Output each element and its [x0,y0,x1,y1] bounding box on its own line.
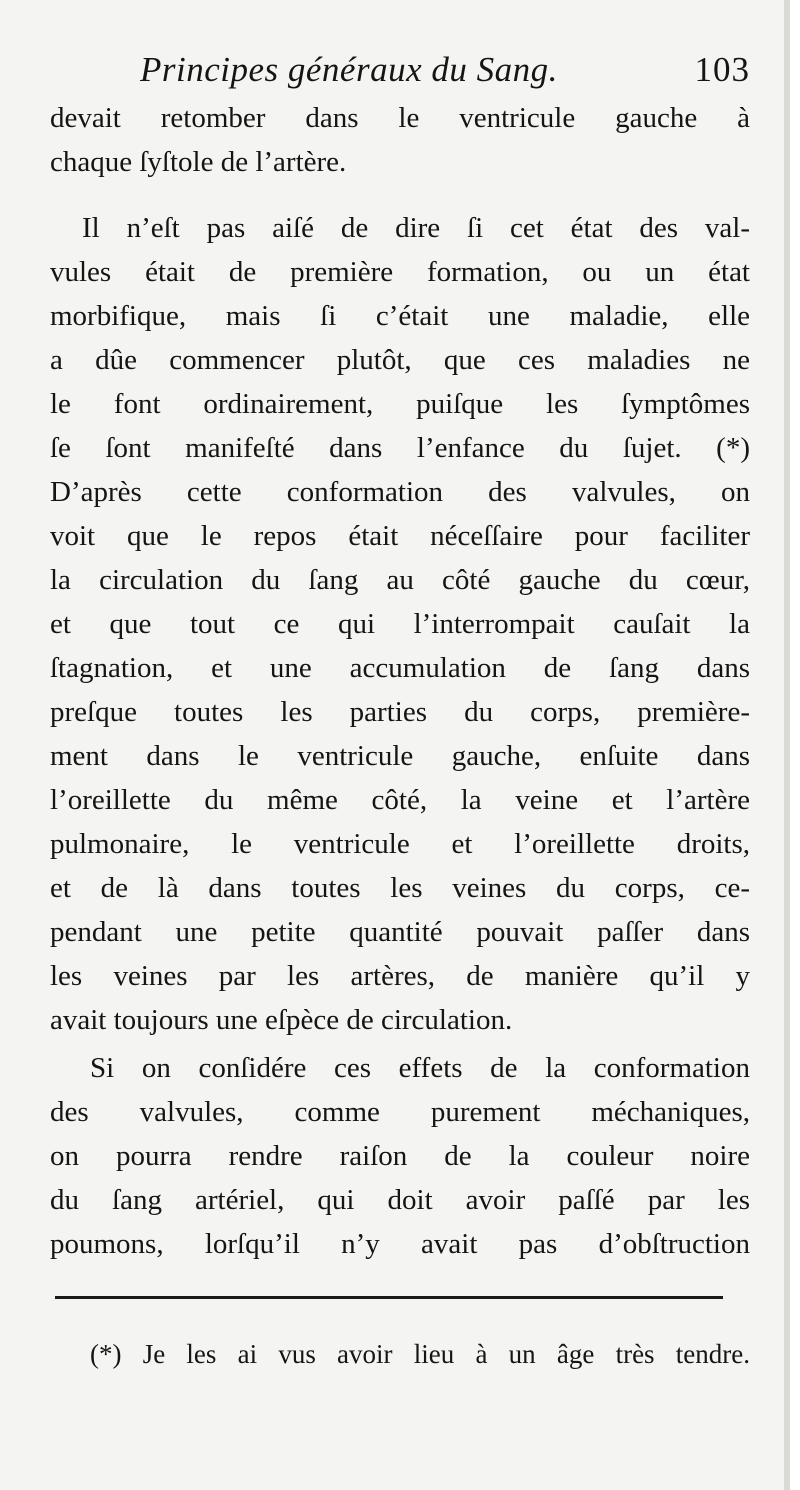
text-line: et de là dans toutes les veines du corps, ce- [50,872,750,904]
page-number: 103 [694,50,750,89]
text-line: les veines par les artères, de manière qu’il y [50,960,750,992]
text-line: l’oreillette du même côté, la veine et l’artère [50,784,750,816]
text-line: pendant une petite quantité pouvait paſſer dans [50,916,750,948]
text-line: Il n’eſt pas aiſé de dire ſi cet état des val- [82,212,750,244]
text-line: des valvules, comme purement méchaniques, [50,1096,750,1128]
text-line: vules était de première formation, ou un état [50,256,750,288]
text-line: Si on conſidére ces effets de la conformation [90,1052,750,1084]
text-line: ſtagnation, et une accumulation de ſang dans [50,652,750,684]
text-line: D’après cette conformation des valvules, on [50,476,750,508]
text-line: avait toujours une eſpèce de circulation. [50,1004,513,1036]
text-line: devait retomber dans le ventricule gauche à [50,102,750,134]
text-line: on pourra rendre raiſon de la couleur noire [50,1140,750,1172]
text-line: poumons, lorſqu’il n’y avait pas d’obſtruction [50,1228,750,1260]
text-line: morbifique, mais ſi c’était une maladie, elle [50,300,750,332]
text-line: la circulation du ſang au côté gauche du cœur, [50,564,750,596]
running-header [140,40,750,100]
text-line: a dûe commencer plutôt, que ces maladies ne [50,344,750,376]
text-line: chaque ſyſtole de l’artère. [50,146,347,178]
text-line: preſque toutes les parties du corps, première- [50,696,750,728]
text-line: voit que le repos était néceſſaire pour faciliter [50,520,750,552]
text-line: ment dans le ventricule gauche, enſuite dans [50,740,750,772]
text-line: pulmonaire, le ventricule et l’oreillette droits, [50,828,750,860]
text-line: du ſang artériel, qui doit avoir paſſé par les [50,1184,750,1216]
text-line: et que tout ce qui l’interrompait cauſait la [50,608,750,640]
footnote-rule [55,1296,723,1299]
running-title: Principes généraux du Sang. [140,50,558,89]
text-line: ſe ſont manifeſté dans l’enfance du ſujet. (*) [50,432,750,464]
text-line: le font ordinairement, puiſque les ſymptômes [50,388,750,420]
footnote: (*) Je les ai vus avoir lieu à un âge très tendre. [90,1339,750,1369]
